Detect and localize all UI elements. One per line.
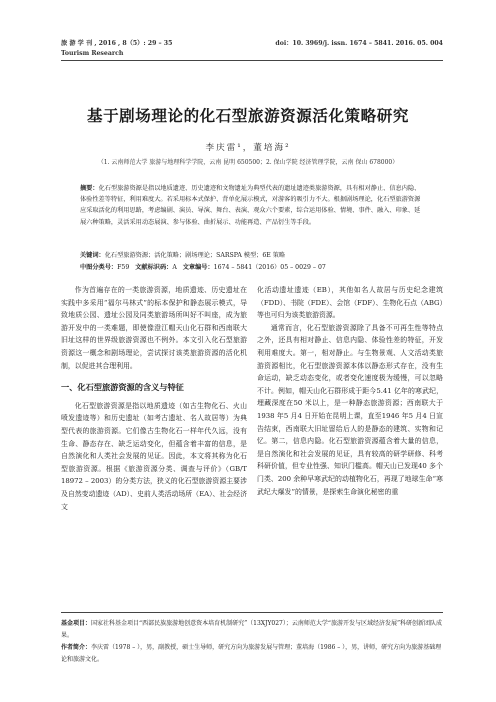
- footnotes: [61, 618, 443, 666]
- fund-label: 基金项目：: [61, 620, 92, 627]
- footnote-rule: [61, 612, 443, 613]
- article-no-value: 1674 – 5841（2016）05 – 0029 – 07: [213, 264, 326, 271]
- fund-note: [61, 618, 443, 642]
- journal-name-en: Tourism Research: [61, 50, 124, 57]
- author-bio-label: 作者简介：: [61, 644, 92, 651]
- article-no-label: 文章编号：: [182, 264, 214, 271]
- doi: doi：10. 3969/j. issn. 1674 – 5841. 2016. 05. 004: [275, 40, 443, 47]
- keywords-text: 化石型旅游资源；活化策略；剧场理论；SARSPA 模型；6E 策略: [104, 252, 286, 259]
- journal-citation: 旅 游 学 刊 , 2016 , 8（5）: 29 – 35: [61, 40, 173, 47]
- affiliations: （1. 云南师范大学 旅游与地理科学学院，云南 昆明 650500；2. 保山学院 经济管理学院，云南 保山 678000）: [97, 159, 399, 166]
- continued-paragraph: 化活动遗址遗迹（EB），其他如名人故居与历史纪念建筑（FDD）、书院（FDE）、会馆（FDF）、生物化石点（ABG）等也可归为该类旅游资源。: [257, 286, 443, 320]
- keywords-label: 关键词：: [80, 252, 105, 259]
- section-heading-1: 一、化石型旅游资源的含义与特征: [61, 382, 184, 393]
- section1-paragraph: 化石型旅游资源是指以地质遗迹（如古生物化石、火山喷发遗迹等）和历史遗址（如考古遗址、名人故居等）为典型代表的旅游资源。它们像古生物化石一样年代久远，没有生命、静态存在、缺乏运动变化，但蕴含着丰富的信息，是自然演化和人类社会发展的见证。因此，本文将其称为化石型旅游资源。根据《旅游资源分类、调查与评价》（GB/T 18972 – 2003）的分类方法，狭义的化石型旅游资源主要涉及自然变动遗迹（AD）、史前人类活动场所（EA）、社会经济文: [61, 401, 247, 511]
- clc-value: F59: [117, 264, 130, 271]
- fund-text: 国家社科基金项目“西部民族旅游地创意资本培育机制研究”（13XJY027）；云南师范大学“旅游开发与区域经济发展”科研创新团队成果。: [61, 620, 443, 639]
- doc-code-label: 文献标识码：: [135, 264, 173, 271]
- intro-paragraph: 作为首遍存在的一类旅游资源，地质遗迹、历史遗址在实践中多采用“福尔马林式”的标本保护和静态展示模式，导致地质公园、遗址公园及同类旅游场所叫好不叫座，成为旅游开发中的一类难题，即使像澄江帽天山化石群和西南联大旧址这样的世界级旅游资源也不例外。本文引入化石型旅游资源这一概念和剧场理论，尝试探讨该类旅游资源的活化机制，以促进其合理利用。: [61, 286, 247, 370]
- abstract-label: 摘要：: [80, 185, 99, 192]
- paper-title: 基于剧场理论的化石型旅游资源活化策略研究: [86, 107, 409, 125]
- author-bio-text: 李庆雷（1978 – ），男，副教授，硕士生导师，研究方向为旅游发展与管理；董培海（1986 – ），男，讲师，研究方向为旅游基础理论和旅游文化。: [61, 644, 442, 663]
- features-paragraph: 通常而言，化石型旅游资源除了具备不可再生性等特点之外，还具有相对静止、信息内隐、体验性差的特征，开发利用难度大。第一，相对静止。与生物景观、人文活动类旅游资源相比，化石型旅游资源本体以静态形式存在，没有生命运动，缺乏动态变化，或者变化速度极为缓慢，可以忽略不计。例如，帽天山化石群形成于距今5.41 亿年的寒武纪，埋藏深度在50 米以上，是一种静态旅游资源；西南联大于1938 年5 月4 日开始在昆明上课，直至1946 年5 月4 日宣告结束，西南联大旧址留给后人的是静态的建筑、实物和记忆。第二，信息内隐。化石型旅游资源蕴含着大量的信息，是自然演化和社会发展的见证，具有较高的研学研修、科考科研价值，但专业性强、知识门槛高。帽天山已发现40 多个门类、200 余种早寒武纪的动植物化石，再现了地球生命“寒武纪大爆发”的情景，是探索生命演化秘密的重: [257, 323, 443, 496]
- authors: 李庆雷¹，董培海²: [205, 143, 291, 153]
- classification-line: [80, 262, 426, 273]
- body-right-column: [257, 284, 443, 498]
- author-note: [61, 642, 443, 666]
- abstract: [80, 183, 426, 228]
- clc-label: 中图分类号：: [80, 264, 118, 271]
- abstract-text: 化石型旅游资源是指以地质遗迹、历史遗迹和文物遗址为典型代表的遗址遗迹类旅游资源，具有相对静止、信息内隐、体验性差等特征，利用难度大。若采用标本式保护、背单化展示模式，对游客的吸引力不大。根据剧场理论，化石型旅游资源应采取活化的利用思路，考虑编剧、演员、导演、舞台、表演、观众六个要素，综合运用体验、情境、事件、融入、印象、延展六种策略，灵活采用动态展演、参与体验、曲折展示、功能再造、产品衍生等手段。: [80, 185, 421, 226]
- keywords: [80, 250, 426, 261]
- header-rule: [61, 60, 443, 61]
- doc-code-value: A: [172, 264, 177, 271]
- body-left-column: [61, 284, 247, 513]
